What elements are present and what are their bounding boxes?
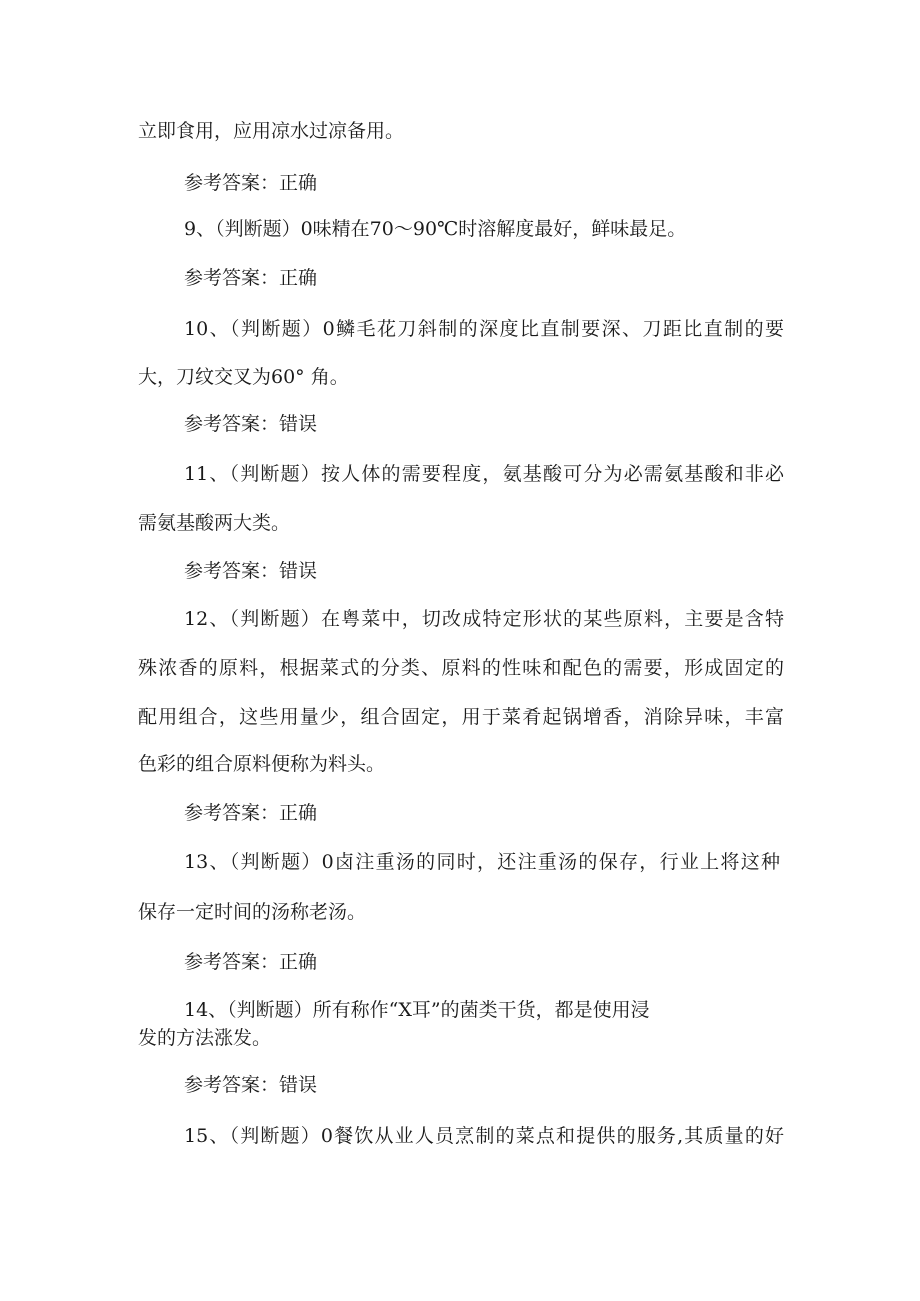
- answer-line: 参考答案：错误: [184, 1074, 318, 1096]
- text-line: 发的方法涨发。: [138, 1027, 272, 1049]
- answer-line: 参考答案：正确: [184, 267, 318, 289]
- question-line: 10、（判断题）0鳞毛花刀斜制的深度比直制要深、刀距比直制的要: [184, 318, 784, 340]
- question-line: 15、（判断题）0餐饮从业人员烹制的菜点和提供的服务,其质量的好: [184, 1125, 784, 1147]
- question-line: 11、（判断题）按人体的需要程度，氨基酸可分为必需氨基酸和非必: [184, 463, 784, 485]
- text-line: 配用组合，这些用量少，组合固定，用于菜肴起锅增香，消除异味，丰富: [138, 706, 784, 728]
- text-line: 大，刀纹交叉为60° 角。: [138, 366, 349, 388]
- answer-line: 参考答案：错误: [184, 560, 318, 582]
- text-line: 立即食用，应用凉水过凉备用。: [138, 120, 405, 142]
- answer-line: 参考答案：正确: [184, 951, 318, 973]
- question-line: 13、（判断题）0卤注重汤的同时，还注重汤的保存，行业上将这种: [184, 851, 780, 873]
- answer-line: 参考答案：正确: [184, 802, 318, 824]
- answer-line: 参考答案：错误: [184, 413, 318, 435]
- text-line: 保存一定时间的汤称老汤。: [138, 901, 367, 923]
- text-line: 殊浓香的原料，根据菜式的分类、原料的性味和配色的需要，形成固定的: [138, 657, 784, 679]
- question-line: 12、（判断题）在粤菜中，切改成特定形状的某些原料，主要是含特: [184, 608, 784, 630]
- question-line: 14、（判断题）所有称作“X耳”的菌类干货，都是使用浸: [184, 999, 650, 1021]
- text-line: 需氨基酸两大类。: [138, 512, 291, 534]
- question-line: 9、（判断题）0味精在70～90℃时溶解度最好，鲜味最足。: [184, 218, 687, 240]
- text-line: 色彩的组合原料便称为料头。: [138, 753, 386, 775]
- answer-line: 参考答案：正确: [184, 172, 318, 194]
